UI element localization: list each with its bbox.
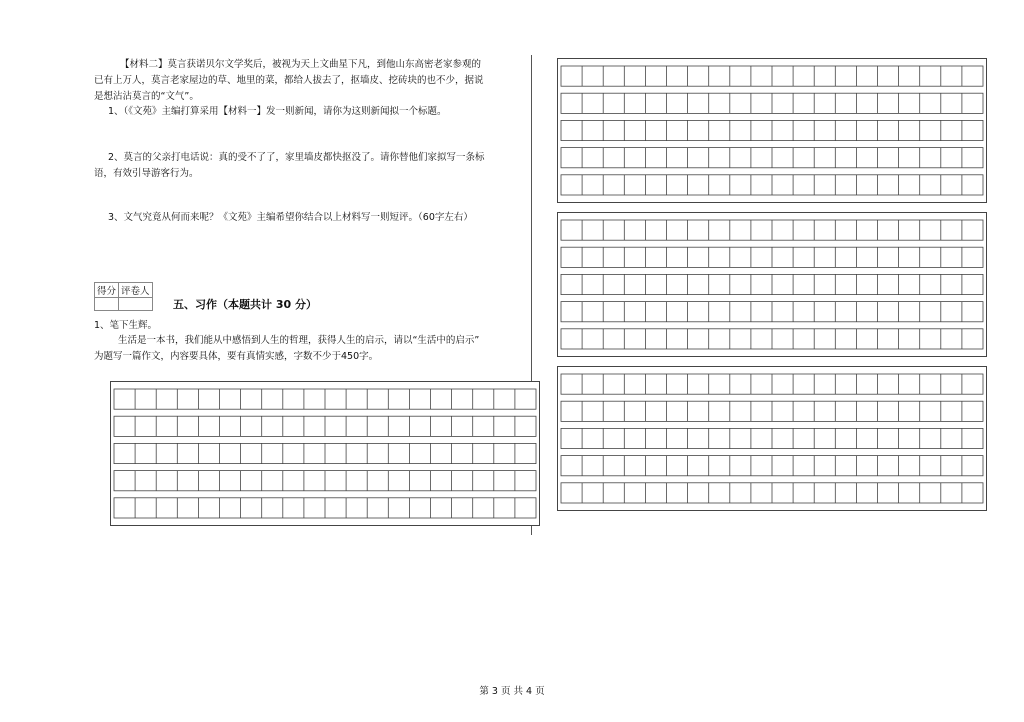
writing-grid-left[interactable] — [110, 381, 540, 526]
score-blank[interactable] — [95, 298, 119, 311]
score-label: 得分 — [95, 283, 119, 298]
essay-prompt-line-1: 生活是一本书，我们能从中感悟到人生的哲理，获得人生的启示，请以“生活中的启示” — [118, 335, 480, 346]
page-footer: 第 3 页 共 4 页 — [479, 686, 545, 697]
grid-lines — [111, 382, 539, 525]
reviewer-label: 评卷人 — [119, 283, 153, 298]
question-2-line-1: 2、莫言的父亲打电话说：真的受不了了，家里墙皮都快抠没了。请你替他们家拟写一条标 — [108, 152, 485, 163]
grid-lines — [558, 59, 986, 202]
grid-lines — [558, 367, 986, 510]
question-2-line-2: 语，有效引导游客行为。 — [94, 168, 199, 179]
material2-line-2: 已有上万人，莫言老家屋边的草、地里的菜，都给人拔去了，抠墙皮、挖砖块的也不少，据说 — [94, 75, 484, 86]
essay-item-label: 1、笔下生辉。 — [94, 320, 158, 331]
reviewer-blank[interactable] — [119, 298, 153, 311]
section-title: 五、习作（本题共计 30 分） — [173, 298, 317, 311]
question-3: 3、文气究竟从何而来呢？《文苑》主编希望你结合以上材料写一则短评。（60字左右） — [108, 212, 473, 223]
grid-lines — [558, 213, 986, 356]
writing-grid-right-2[interactable] — [557, 212, 987, 357]
score-box — [94, 282, 153, 311]
writing-grid-right-1[interactable] — [557, 58, 987, 203]
question-1: 1、（《文苑》主编打算采用【材料一】发一则新闻，请你为这则新闻拟一个标题。 — [108, 106, 447, 117]
writing-grid-right-3[interactable] — [557, 366, 987, 511]
essay-prompt-line-2: 为题写一篇作文，内容要具体，要有真情实感，字数不少于450字。 — [94, 351, 379, 362]
material2-line-3: 是想沾沾莫言的“文气”。 — [94, 91, 199, 102]
material2-line-1: 【材料二】莫言获诺贝尔文学奖后，被视为天上文曲星下凡，到他山东高密老家参观的 — [120, 59, 482, 70]
